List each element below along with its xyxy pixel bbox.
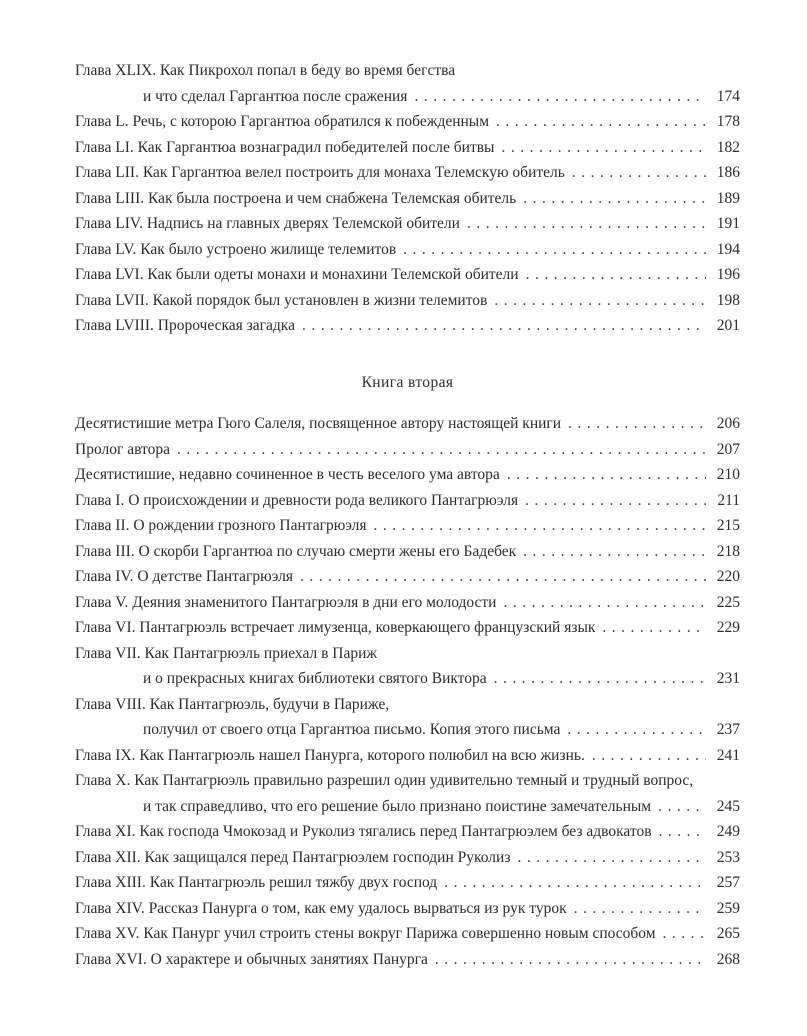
toc-entry-line (75, 164, 740, 190)
toc-entry-line (75, 823, 740, 849)
page-number: 182 (716, 138, 740, 156)
page-number: 218 (716, 542, 740, 560)
dot-leader (523, 190, 706, 208)
dot-leader (300, 568, 706, 586)
page-number: 231 (716, 670, 740, 687)
dot-leader (414, 88, 706, 106)
entry-title: Глава LI. Как Гаргантюа вознаградил победителей после битвы (75, 138, 495, 156)
entry-title: Глава V. Деяния знаменитого Пантагрюэля в дни его молодости (75, 593, 497, 611)
dot-leader (574, 900, 706, 918)
toc-entry-line (75, 619, 740, 645)
dot-leader (374, 517, 706, 535)
toc-entry-line (75, 594, 740, 620)
toc-entry-line (75, 517, 740, 543)
dot-leader (507, 466, 706, 484)
toc-entry-line (75, 190, 740, 216)
entry-title: Глава LII. Как Гаргантюа велел построить для монаха Телемскую обитель (75, 164, 565, 181)
toc-entry-line (75, 696, 740, 722)
toc-entry-line (75, 568, 740, 594)
dot-leader (501, 139, 706, 157)
toc-entry-line (75, 721, 740, 747)
toc-entry-line (75, 925, 740, 951)
dot-leader (659, 823, 706, 841)
entry-title: Глава LVII. Какой порядок был установлен в жизни телемитов (75, 291, 488, 309)
toc-entry-line (75, 62, 740, 88)
entry-title: Глава XVI. О характере и обычных занятиях Панурга (75, 950, 428, 968)
entry-title: Глава III. О скорби Гаргантюа по случаю смерти жены его Бадебек (75, 542, 517, 560)
page-number: 206 (716, 415, 740, 432)
entry-title: получил от своего отца Гаргантюа письмо. Копия этого письма (143, 721, 561, 738)
page-number: 191 (716, 215, 740, 232)
entry-title: Глава XV. Как Панург учил строить стены вокруг Парижа совершенно новым способом (75, 925, 656, 942)
toc-entry-line (75, 266, 740, 292)
dot-leader (467, 215, 706, 233)
page-number: 198 (716, 291, 740, 309)
entry-title: Глава X. Как Пантагрюэль правильно разрешил один удивительно темный и трудный вопрос, (75, 772, 694, 789)
toc-entry-line (75, 88, 740, 114)
dot-leader (494, 670, 706, 688)
page-number: 265 (716, 925, 740, 942)
page-number: 186 (716, 164, 740, 181)
entry-title: и так справедливо, что его решение было признано поистине замечательным (143, 797, 652, 815)
toc-entry-line (75, 849, 740, 875)
toc-entry-line (75, 441, 740, 467)
page-number: 220 (716, 568, 740, 585)
toc-entry-line (75, 747, 740, 773)
dot-leader (503, 594, 706, 612)
page-number: 259 (716, 899, 740, 917)
entry-title: Глава XIII. Как Пантагрюэль решил тяжбу двух господ (75, 874, 438, 891)
page-number: 229 (716, 619, 740, 636)
entry-title: Глава IV. О детстве Пантагрюэля (75, 568, 293, 585)
toc-entry-line (75, 874, 740, 900)
dot-leader (658, 798, 706, 816)
dot-leader (494, 292, 706, 310)
entry-title: Глава LIII. Как была построена и чем снабжена Телемская обитель (75, 189, 517, 207)
entry-title: Глава VII. Как Пантагрюэль приехал в Париж (75, 644, 378, 662)
entry-title: Глава I. О происхождении и древности рода великого Пантагрюэля (75, 491, 519, 509)
dot-leader (592, 747, 706, 765)
dot-leader (568, 415, 706, 433)
dot-leader (567, 721, 706, 739)
toc-entry-line (75, 543, 740, 569)
entry-title: Десятистишие, недавно сочиненное в честь веселого ума автора (75, 466, 500, 483)
entry-title: Пролог автора (75, 440, 170, 458)
toc-entry-line (75, 292, 740, 318)
toc-entry-line (75, 466, 740, 492)
dot-leader (525, 492, 706, 510)
toc-entry-line (75, 951, 740, 977)
page-number: 241 (716, 746, 740, 764)
entry-title: Глава II. О рождении грозного Пантагрюэля (75, 517, 367, 534)
entry-title: Глава IX. Как Пантагрюэль нашел Панурга, которого полюбил на всю жизнь. (75, 746, 585, 764)
dot-leader (496, 113, 706, 131)
page-number: 225 (716, 593, 740, 611)
page-number: 201 (716, 317, 740, 334)
dot-leader (523, 543, 706, 561)
dot-leader (302, 317, 706, 335)
page-number: 253 (716, 848, 740, 866)
toc-entry-line (75, 113, 740, 139)
page-number: 257 (716, 874, 740, 891)
entry-title: Десятистишие метра Гюго Салеля, посвященное автору настоящей книги (75, 415, 562, 432)
entry-title: Глава LVIII. Пророческая загадка (75, 317, 295, 334)
entry-title: Глава LV. Как было устроено жилище телемитов (75, 240, 397, 258)
dot-leader (435, 951, 706, 969)
toc-entry-line (75, 317, 740, 343)
entry-title: Глава XII. Как защищался перед Пантагрюэлем господин Руколиз (75, 848, 511, 866)
page-number: 210 (716, 466, 740, 483)
toc-entry-line (75, 415, 740, 441)
page-number: 207 (716, 440, 740, 458)
page-number: 196 (716, 266, 740, 283)
page-number: 194 (716, 240, 740, 258)
dot-leader (663, 925, 706, 943)
entry-title: Глава VI. Пантагрюэль встречает лимузенца, коверкающего французский язык (75, 619, 596, 636)
entry-title: Глава XLIX. Как Пикрохол попал в беду во время бегства (75, 62, 456, 79)
page-number: 268 (716, 950, 740, 968)
entry-title: Глава XIV. Рассказ Панурга о том, как ему удалось вырваться из рук турок (75, 899, 567, 917)
entry-title: Глава VIII. Как Пантагрюэль, будучи в Париже, (75, 695, 390, 713)
page-number: 245 (716, 797, 740, 815)
dot-leader (572, 164, 706, 182)
dot-leader (444, 874, 706, 892)
toc-entry-line (75, 139, 740, 165)
page-number: 189 (716, 189, 740, 207)
page-number: 211 (717, 491, 740, 509)
section-heading: Книга вторая (361, 373, 454, 391)
page-number: 215 (716, 517, 740, 534)
entry-title: Глава L. Речь, с которою Гаргантюа обратился к побежденным (75, 113, 490, 130)
page-number: 249 (716, 823, 740, 840)
entry-title: и что сделал Гаргантюа после сражения (143, 87, 408, 105)
page-number: 237 (716, 721, 740, 738)
entry-title: Глава LIV. Надпись на главных дверях Телемской обители (75, 215, 460, 232)
dot-leader (177, 441, 706, 459)
dot-leader (602, 619, 706, 637)
toc-entry-line (75, 900, 740, 926)
toc-entry-line (75, 215, 740, 241)
toc-entry-line (75, 772, 740, 798)
entry-title: Глава LVI. Как были одеты монахи и монахини Телемской обители (75, 266, 519, 283)
toc-entry-line (75, 241, 740, 267)
page-number: 174 (716, 87, 740, 105)
dot-leader (517, 849, 706, 867)
dot-leader (526, 266, 706, 284)
toc-entry-line (75, 645, 740, 671)
toc-entry-line (75, 670, 740, 696)
toc-entry-line (75, 798, 740, 824)
dot-leader (403, 241, 706, 259)
entry-title: Глава XI. Как господа Чмокозад и Руколиз тягались перед Пантагрюэлем без адвокатов (75, 823, 652, 840)
entry-title: и о прекрасных книгах библиотеки святого Виктора (143, 670, 487, 687)
toc-entry-line (75, 492, 740, 518)
table-of-contents (75, 62, 740, 976)
page-number: 178 (716, 113, 740, 130)
